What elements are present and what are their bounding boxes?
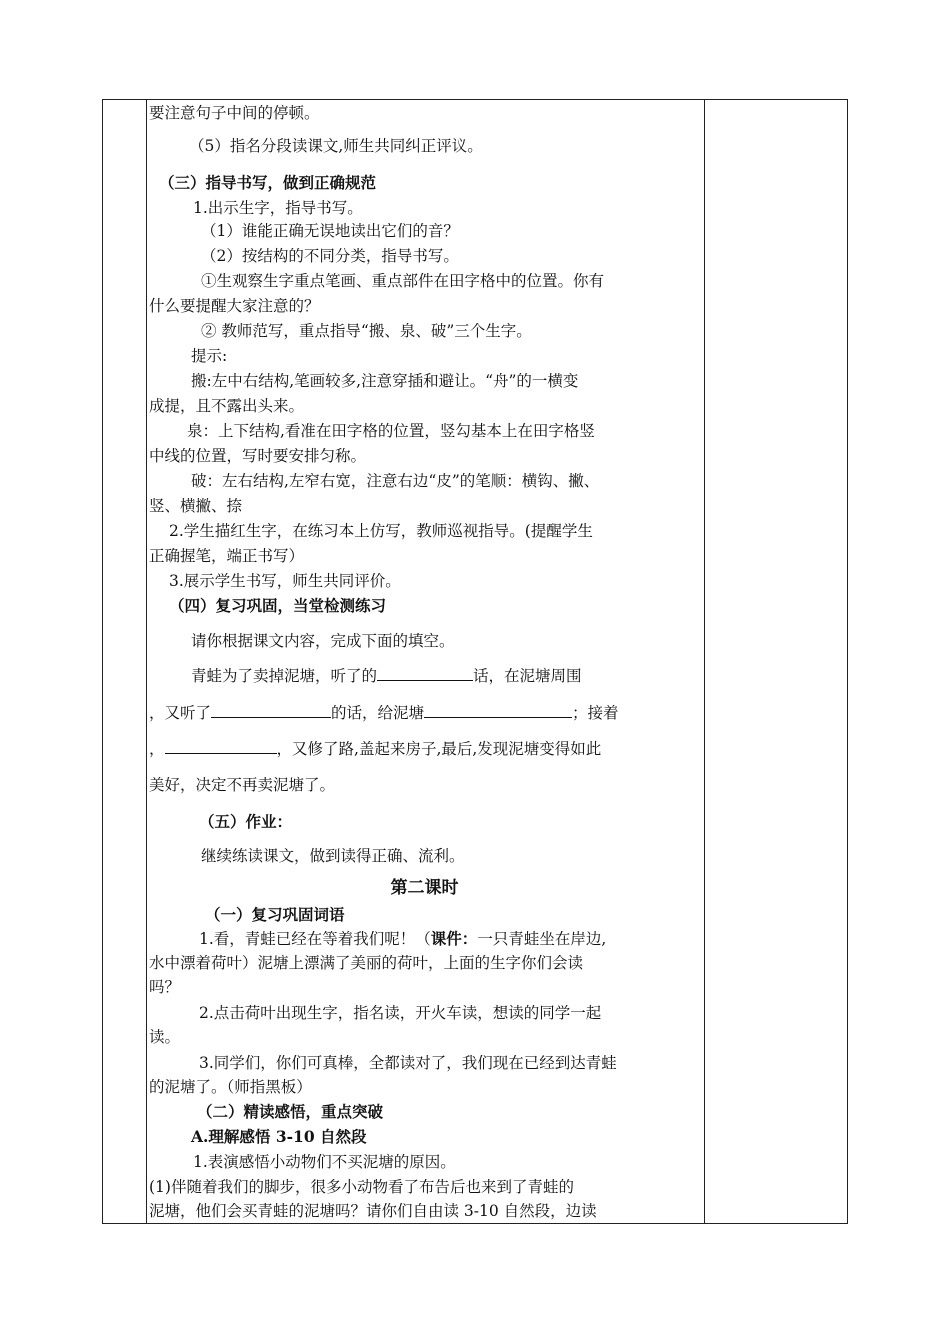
homework-heading: （五）作业： (199, 812, 293, 831)
text-line: 水中漂着荷叶）泥塘上漂满了美丽的荷叶，上面的生字你们会读 (149, 954, 584, 972)
answer-blank[interactable] (377, 663, 473, 681)
text-line: (1)伴随着我们的脚步，很多小动物看了布告后也来到了青蛙的 (149, 1178, 574, 1196)
courseware-label: 课件： (430, 929, 478, 948)
text-line: （5）指名分段读课文,师生共同纠正评议。 (189, 137, 483, 155)
text-line: 2.学生描红生字，在练习本上仿写，教师巡视指导。(提醒学生 (169, 522, 593, 540)
fill-blank-line-3 (149, 736, 700, 761)
text-line: 中线的位置，写时要安排匀称。 (149, 447, 367, 465)
section-heading-4: （四）复习巩固，当堂检测练习 (169, 596, 387, 615)
answer-blank[interactable] (211, 700, 331, 718)
text-fragment: ，又修了路,盖起来房子,最后,发现泥塘变得如此 (276, 740, 602, 758)
answer-blank[interactable] (165, 736, 277, 754)
text-line: ①生观察生字重点笔画、重点部件在田字格中的位置。你有 (201, 272, 605, 290)
section-heading-3: （三）指导书写，做到正确规范 (159, 173, 377, 192)
text-line: 竖、横撇、捺 (149, 497, 243, 515)
text-fragment: 青蛙为了卖掉泥塘，听了的 (191, 667, 378, 685)
text-fragment: ，又听了 (149, 704, 212, 722)
subsection-heading: A.理解感悟 3-10 自然段 (191, 1127, 367, 1146)
text-line: 提示: (191, 347, 228, 365)
text-line: 2.点击荷叶出现生字，指名读，开火车读，想读的同学一起 (199, 1004, 602, 1022)
lesson-title: 第二课时 (390, 878, 459, 898)
section-heading-1: （一）复习巩固词语 (205, 905, 345, 924)
text-line: 要注意句子中间的停顿。 (149, 104, 320, 122)
text-line: ② 教师范写，重点指导“搬、泉、破”三个生字。 (201, 322, 532, 340)
text-line: 1.出示生字，指导书写。 (193, 199, 363, 217)
text-fragment: 一只青蛙坐在岸边, (477, 930, 607, 948)
text-fragment: ， (149, 740, 165, 758)
text-line: 破：左右结构,左窄右宽，注意右边“皮”的笔顺：横钩、撇、 (191, 472, 600, 490)
text-line: 泥塘，他们会买青蛙的泥塘吗？请你们自由读 3-10 自然段，边读 (149, 1202, 597, 1220)
text-line (199, 927, 750, 951)
text-line: 3.同学们，你们可真棒，全都读对了，我们现在已经到达青蛙 (199, 1054, 617, 1072)
text-line: （2）按结构的不同分类，指导书写。 (201, 247, 459, 265)
text-line: 正确握笔，端正书写） (149, 547, 305, 565)
text-fragment: 的话，给泥塘 (331, 704, 425, 722)
fill-blank-line-2 (149, 700, 700, 725)
text-fragment: ；接着 (572, 704, 619, 722)
text-line: 读。 (149, 1028, 181, 1046)
fill-blank-line-1 (191, 663, 742, 688)
left-column-divider (146, 100, 147, 1223)
text-line: 1.表演感悟小动物们不买泥塘的原因。 (193, 1153, 456, 1171)
text-line: 搬:左中右结构,笔画较多,注意穿插和避让。“舟”的一横变 (191, 372, 579, 390)
text-fragment: 话，在泥塘周围 (473, 667, 582, 685)
text-line: 美好，决定不再卖泥塘了。 (149, 776, 336, 794)
answer-blank[interactable] (424, 700, 572, 718)
text-line: 请你根据课文内容，完成下面的填空。 (191, 632, 455, 650)
text-fragment: 1.看，青蛙已经在等着我们呢！（ (199, 930, 431, 948)
text-line: 3.展示学生书写，师生共同评价。 (169, 572, 401, 590)
homework-text: 继续练读课文，做到读得正确、流利。 (201, 847, 465, 865)
text-line: 成提，且不露出头来。 (149, 397, 305, 415)
text-line: 吗？ (149, 978, 181, 996)
text-line: 泉：上下结构,看准在田字格的位置，竖勾基本上在田字格竖 (187, 422, 595, 440)
section-heading-2: （二）精读感悟，重点突破 (197, 1102, 384, 1121)
text-line: （1）谁能正确无误地读出它们的音？ (201, 222, 459, 240)
text-line: 什么要提醒大家注意的？ (149, 297, 320, 315)
text-line: 的泥塘了。（师指黑板） (149, 1078, 312, 1096)
